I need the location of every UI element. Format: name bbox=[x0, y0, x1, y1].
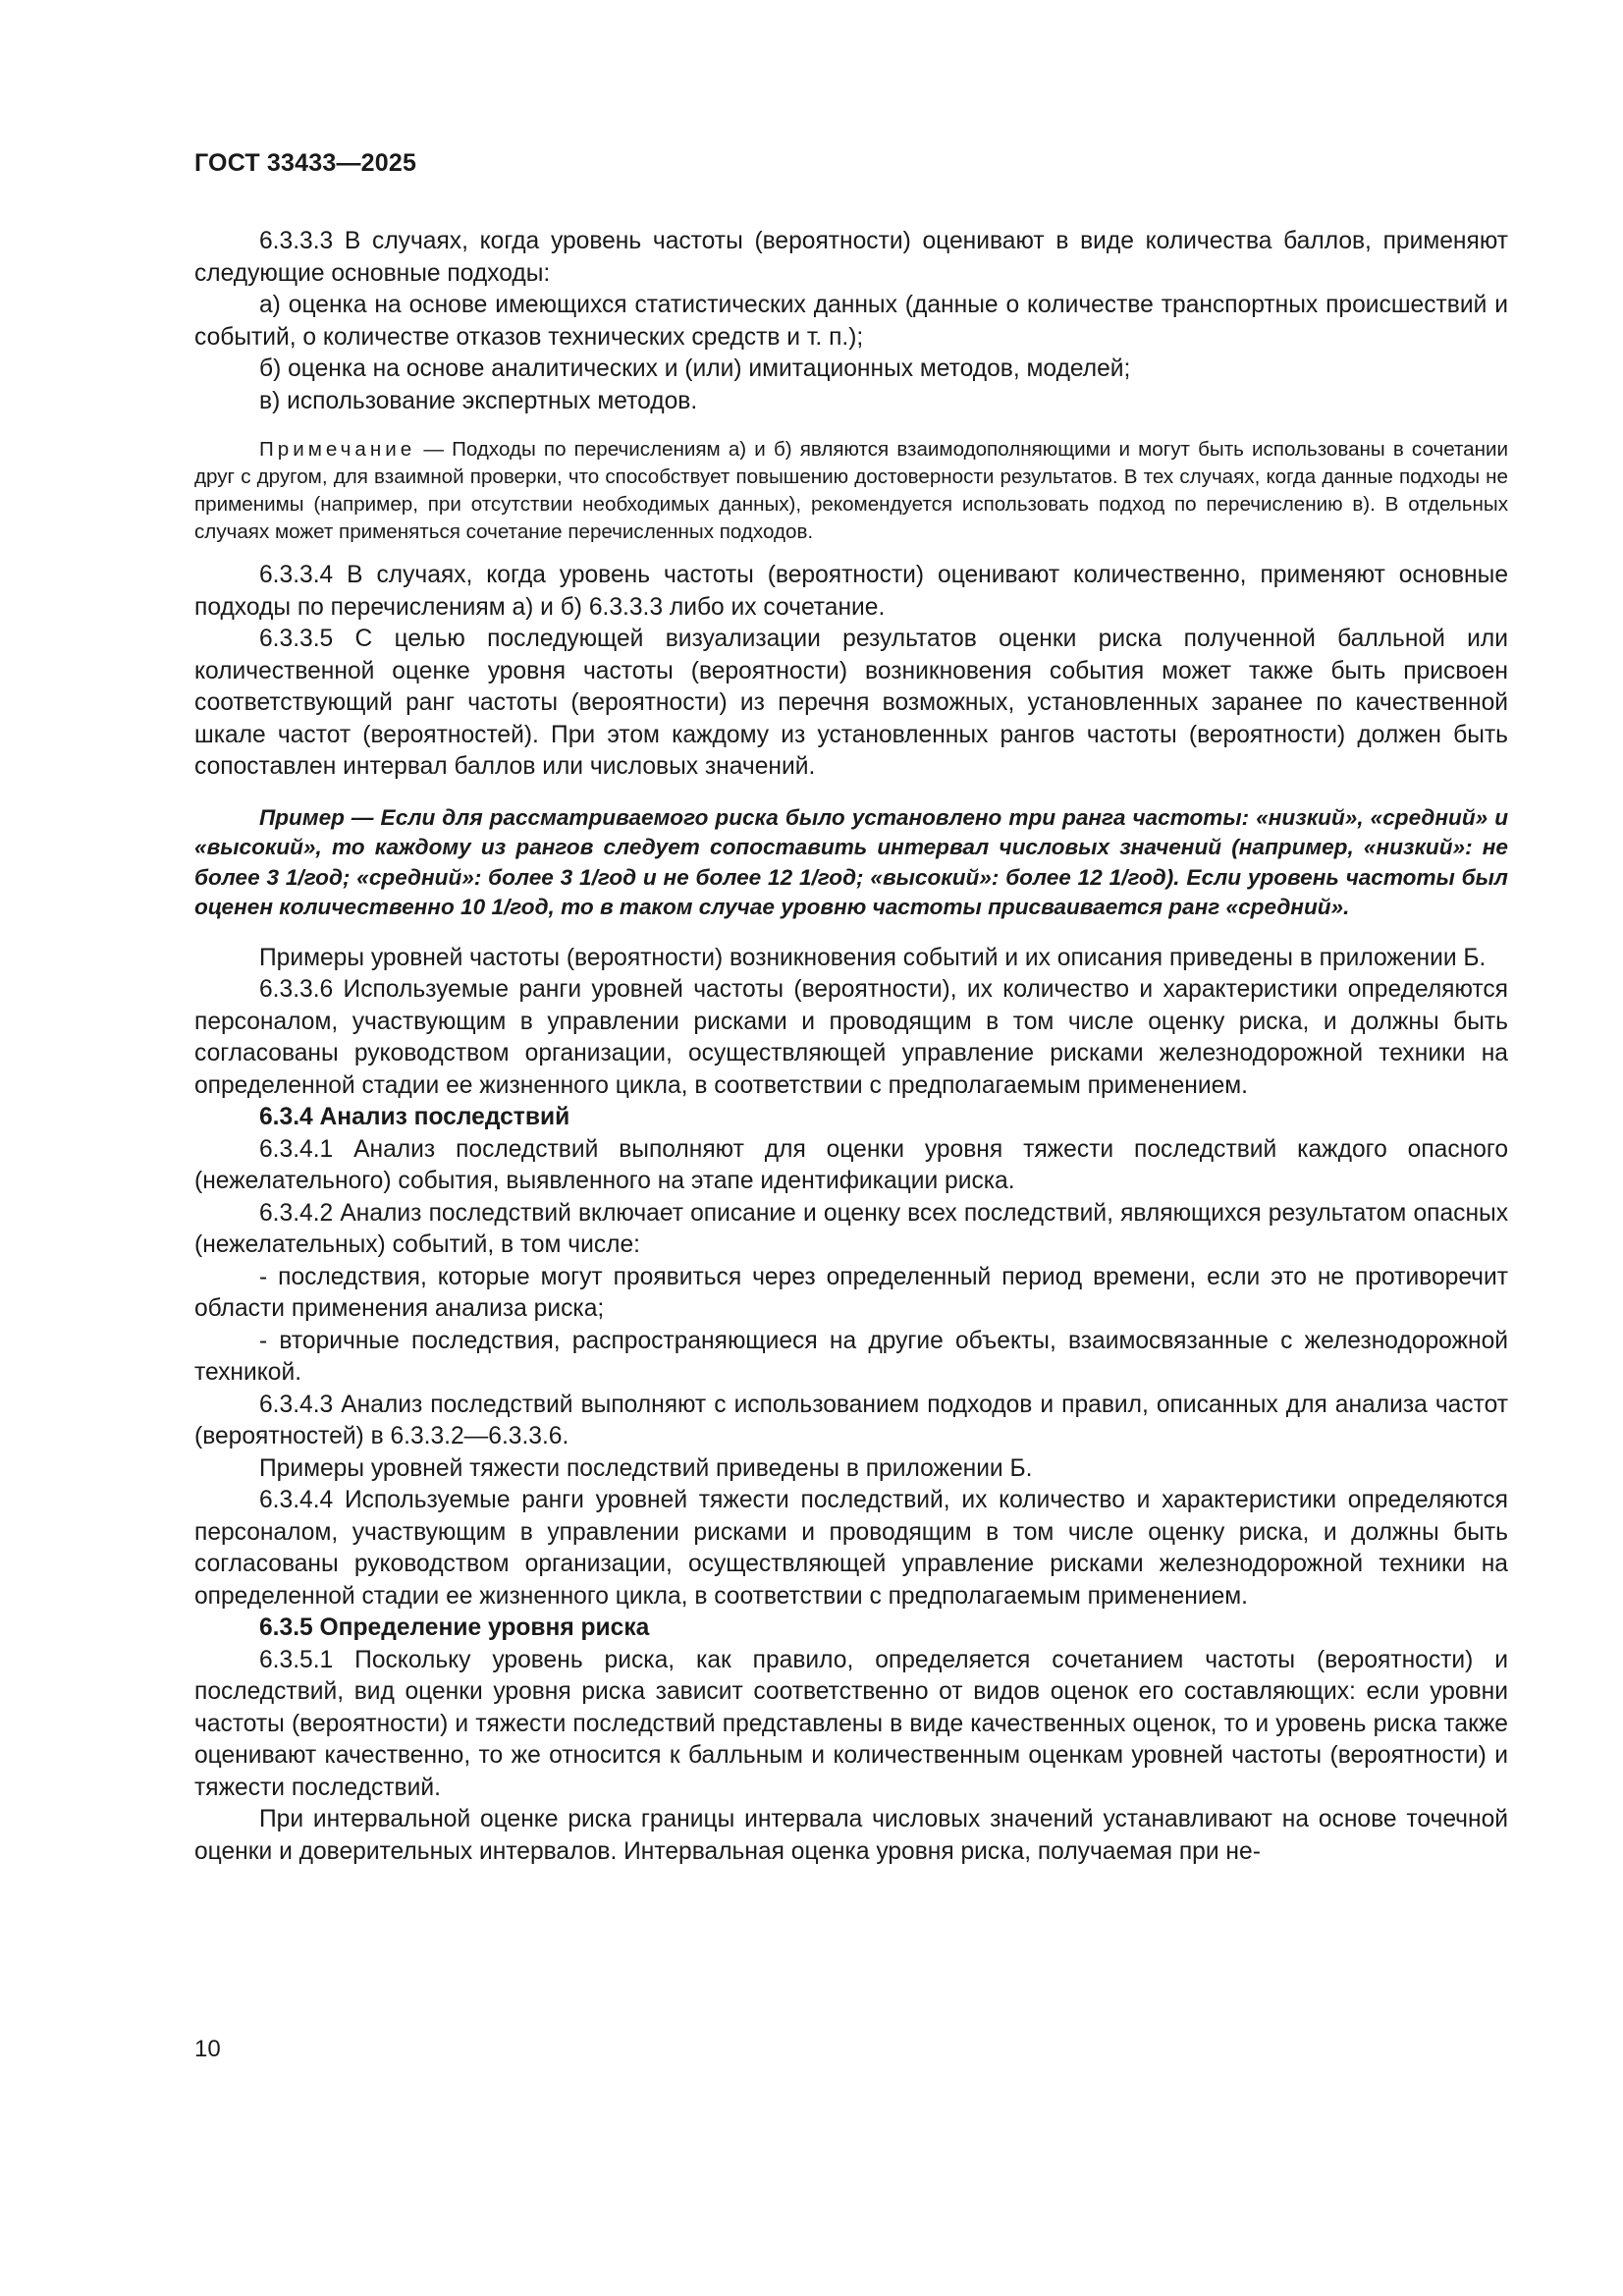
dash-item-1: - последствия, которые могут проявиться через определенный период времени, если это не противоречит области применения анализа риска; bbox=[194, 1263, 1508, 1322]
document-code-header: ГОСТ 33433—2025 bbox=[194, 149, 417, 177]
paragraph-6-3-4-1: 6.3.4.1 Анализ последствий выполняют для оценки уровня тяжести последствий каждого опасного (нежелательного) события, выявленного на этапе идентификации риска. bbox=[194, 1135, 1508, 1194]
section-heading-6-3-4: 6.3.4 Анализ последствий bbox=[259, 1104, 570, 1130]
paragraph-6-3-4-4: 6.3.4.4 Используемые ранги уровней тяжести последствий, их количество и характеристики определяются персоналом, участвующим в управлении рисками и проводящим в том числе оценку риска, и должны быть согласованы руководством организации, осуществляющей управление рисками железнодорожной техники на определенной стадии ее жизненного цикла, в соответствии с предполагаемым применением. bbox=[194, 1487, 1508, 1610]
paragraph-frequency-examples: Примеры уровней частоты (вероятности) возникновения событий и их описания приведены в приложении Б. bbox=[259, 944, 1487, 971]
paragraph-6-3-3-4: 6.3.3.4 В случаях, когда уровень частоты (вероятности) оценивают количественно, применяют основные подходы по перечислениям а) и б) 6.3.3.3 либо их сочетание. bbox=[194, 562, 1508, 621]
paragraph-interval-estimate: При интервальной оценке риска границы интервала числовых значений устанавливают на основе точечной оценки и доверительных интервалов. Интервальная оценка уровня риска, получаемая при не- bbox=[194, 1806, 1508, 1865]
page-body bbox=[194, 226, 1508, 1868]
paragraph-6-3-5-1: 6.3.5.1 Поскольку уровень риска, как правило, определяется сочетанием частоты (вероятности) и последствий, вид оценки уровня риска зависит соответственно от видов оценок его составляющих: если уровни частоты (вероятности) и тяжести последствий представлены в виде качественных оценок, то и уровень риска также оценивают качественно, то же относится к балльным и количественным оценкам уровней частоты (вероятности) и тяжести последствий. bbox=[194, 1646, 1508, 1801]
example-block: Пример — Если для рассматриваемого риска было установлено три ранга частоты: «низкий», «средний» и «высокий», то каждому из рангов следует сопоставить интервал числовых значений (например, «низкий»: не более 3 1/год; «средний»: более 3 1/год и не более 12 1/год; «высокий»: более 12 1/год). Если уровень частоты был оценен количественно 10 1/год, то в таком случае уровню частоты присваивается ранг «средний». bbox=[194, 804, 1508, 919]
paragraph-6-3-3-3: 6.3.3.3 В случаях, когда уровень частоты (вероятности) оценивают в виде количества баллов, применяют следующие основные подходы: bbox=[194, 228, 1508, 287]
paragraph-6-3-3-5: 6.3.3.5 С целью последующей визуализации результатов оценки риска полученной балльной или количественной оценке уровня частоты (вероятности) возникновения события может также быть присвоен соответствующий ранг частоты (вероятности) из перечня возможных, установленных заранее по качественной шкале частот (вероятностей). При этом каждому из установленных рангов частоты (вероятности) должен быть сопоставлен интервал баллов или числовых значений. bbox=[194, 626, 1508, 780]
dash-item-2: - вторичные последствия, распространяющиеся на другие объекты, взаимосвязанные с железнодорожной техникой. bbox=[194, 1327, 1508, 1386]
section-heading-6-3-5: 6.3.5 Определение уровня риска bbox=[259, 1614, 650, 1641]
note-block bbox=[194, 436, 1508, 546]
list-item-b: б) оценка на основе аналитических и (или) имитационных методов, моделей; bbox=[259, 355, 1131, 382]
note-label: Примечание bbox=[259, 438, 416, 461]
paragraph-6-3-4-3: 6.3.4.3 Анализ последствий выполняют с использованием подходов и правил, описанных для анализа частот (вероятностей) в 6.3.3.2—6.3.3.6. bbox=[194, 1391, 1508, 1449]
paragraph-6-3-4-2: 6.3.4.2 Анализ последствий включает описание и оценку всех последствий, являющихся результатом опасных (нежелательных) событий, в том числе: bbox=[194, 1199, 1508, 1258]
note-text: — Подходы по перечислениям а) и б) являются взаимодополняющими и могут быть использованы в сочетании друг с другом, для взаимной проверки, что способствует повышению достоверности результатов. В тех случаях, когда данные подходы не применимы (например, при отсутствии необходимых данных), рекомендуется использовать подход по перечислению в). В отдельных случаях может применяться сочетание перечисленных подходов. bbox=[194, 438, 1508, 543]
page-number: 10 bbox=[194, 2036, 221, 2062]
list-item-a: а) оценка на основе имеющихся статистических данных (данные о количестве транспортных происшествий и событий, о количестве отказов технических средств и т. п.); bbox=[194, 292, 1508, 351]
paragraph-severity-examples: Примеры уровней тяжести последствий приведены в приложении Б. bbox=[259, 1454, 1033, 1482]
paragraph-6-3-3-6: 6.3.3.6 Используемые ранги уровней частоты (вероятности), их количество и характеристики определяются персоналом, участвующим в управлении рисками и проводящим в том числе оценку риска, и должны быть согласованы руководством организации, осуществляющей управление рисками железнодорожной техники на определенной стадии ее жизненного цикла, в соответствии с предполагаемым применением. bbox=[194, 976, 1508, 1099]
list-item-v: в) использование экспертных методов. bbox=[259, 387, 698, 414]
